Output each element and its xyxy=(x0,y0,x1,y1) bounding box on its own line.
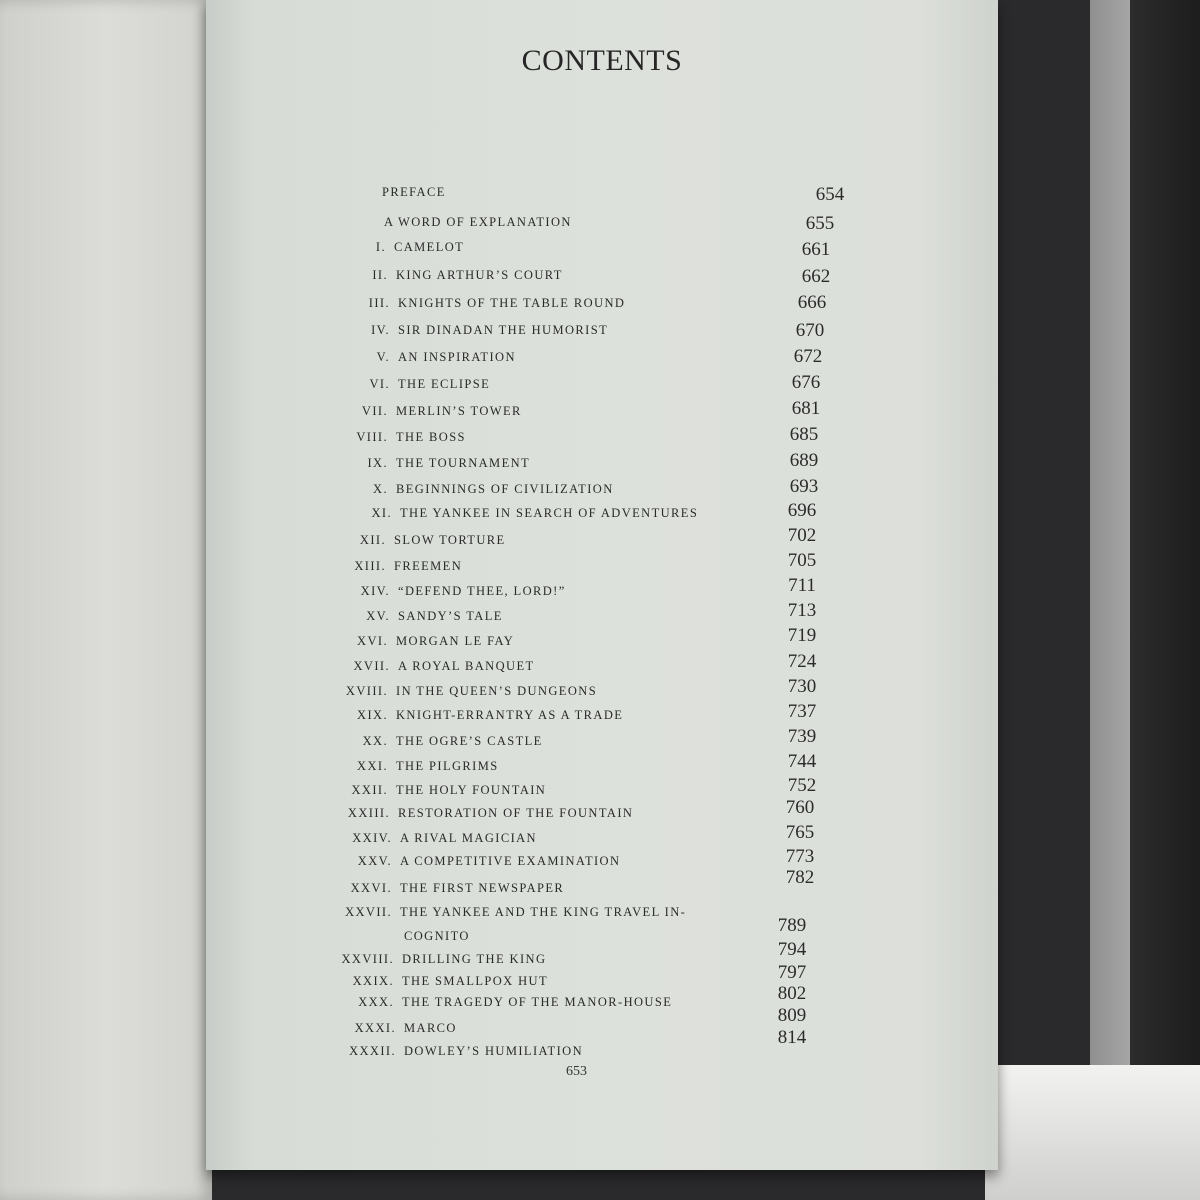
chapter-page: 737 xyxy=(787,701,817,722)
chapter-page: 802 xyxy=(777,983,807,1004)
chapter-page: 797 xyxy=(777,962,807,983)
chapter-page: 719 xyxy=(787,625,817,646)
chapter-page: 744 xyxy=(787,751,817,772)
toc-entry xyxy=(206,581,998,601)
chapter-page: 654 xyxy=(815,184,845,205)
chapter-page: 814 xyxy=(777,1027,807,1048)
chapter-title: THE OGRE’S CASTLE xyxy=(396,734,543,748)
chapter-number: V. xyxy=(376,350,390,364)
chapter-title: COGNITO xyxy=(404,929,470,943)
chapter-number: VIII. xyxy=(356,430,388,444)
facing-page xyxy=(0,0,212,1200)
chapter-title: BEGINNINGS OF CIVILIZATION xyxy=(396,482,614,496)
chapter-number: XVIII. xyxy=(345,684,388,698)
chapter-number: XXIII. xyxy=(347,806,390,820)
toc-entry xyxy=(206,237,998,257)
toc-entry xyxy=(206,971,998,991)
chapter-title: IN THE QUEEN’S DUNGEONS xyxy=(396,684,598,698)
chapter-page: 794 xyxy=(777,939,807,960)
chapter-title: SIR DINADAN THE HUMORIST xyxy=(398,323,609,337)
shelf-shadow xyxy=(1130,0,1200,1070)
chapter-number: II. xyxy=(372,268,388,282)
toc-entry xyxy=(206,320,998,340)
chapter-title: A COMPETITIVE EXAMINATION xyxy=(400,854,621,868)
chapter-page: 782 xyxy=(785,867,815,888)
toc-entry xyxy=(206,780,998,800)
chapter-number: I. xyxy=(375,240,386,254)
chapter-page: 711 xyxy=(788,575,816,596)
chapter-number: XVI. xyxy=(357,634,388,648)
chapter-title: KNIGHT-ERRANTRY AS A TRADE xyxy=(396,708,624,722)
chapter-title: PREFACE xyxy=(382,185,446,199)
chapter-page: 713 xyxy=(787,600,817,621)
chapter-title: THE ECLIPSE xyxy=(398,377,491,391)
toc-entry xyxy=(206,530,998,550)
toc-entry xyxy=(206,828,998,848)
page-title: CONTENTS xyxy=(521,44,683,77)
chapter-number: XXV. xyxy=(357,854,392,868)
chapter-number: XX. xyxy=(362,734,388,748)
chapter-title: THE BOSS xyxy=(396,430,466,444)
chapter-title: RESTORATION OF THE FOUNTAIN xyxy=(398,806,634,820)
chapter-number: XIX. xyxy=(357,708,388,722)
toc-entry xyxy=(206,1018,998,1038)
chapter-page: 666 xyxy=(797,292,827,313)
chapter-page: 676 xyxy=(791,372,821,393)
toc-entry xyxy=(206,427,998,447)
chapter-page: 773 xyxy=(785,846,815,867)
chapter-title: THE TRAGEDY OF THE MANOR-HOUSE xyxy=(402,995,673,1009)
chapter-page: 662 xyxy=(801,266,831,287)
toc-entry xyxy=(206,347,998,367)
toc-entry xyxy=(206,453,998,473)
chapter-number: XXXII. xyxy=(349,1044,396,1058)
chapter-title: KING ARTHUR’S COURT xyxy=(396,268,563,282)
toc-entry xyxy=(206,374,998,394)
chapter-number: VI. xyxy=(369,377,390,391)
chapter-number: IV. xyxy=(371,323,390,337)
toc-entry xyxy=(206,851,998,871)
chapter-number: IX. xyxy=(367,456,388,470)
chapter-title: THE YANKEE IN SEARCH OF ADVENTURES xyxy=(400,506,699,520)
toc-entry xyxy=(206,479,998,499)
chapter-number: XXIX. xyxy=(352,974,394,988)
chapter-number: XXVII. xyxy=(345,905,392,919)
toc-entry xyxy=(206,212,998,232)
chapter-title: KNIGHTS OF THE TABLE ROUND xyxy=(398,296,626,310)
chapter-title: A ROYAL BANQUET xyxy=(398,659,535,673)
toc-entry xyxy=(206,992,998,1012)
toc-entry xyxy=(206,401,998,421)
chapter-number: XVII. xyxy=(353,659,390,673)
chapter-number: XXVI. xyxy=(350,881,392,895)
chapter-page: 765 xyxy=(785,822,815,843)
toc-entry xyxy=(206,1041,998,1061)
chapter-title: SLOW TORTURE xyxy=(394,533,506,547)
toc-entry xyxy=(206,293,998,313)
toc-entry xyxy=(206,681,998,701)
table-of-contents xyxy=(206,0,998,1170)
chapter-title: A WORD OF EXPLANATION xyxy=(384,215,572,229)
chapter-title: THE SMALLPOX HUT xyxy=(402,974,549,988)
chapter-number: XII. xyxy=(359,533,386,547)
toc-entry xyxy=(206,756,998,776)
toc-entry xyxy=(206,803,998,823)
chapter-title: THE TOURNAMENT xyxy=(396,456,531,470)
chapter-title: FREEMEN xyxy=(394,559,463,573)
chapter-number: XXIV. xyxy=(352,831,392,845)
toc-entry xyxy=(206,949,998,969)
toc-entry xyxy=(206,878,998,898)
chapter-page: 661 xyxy=(801,239,831,260)
chapter-title: THE YANKEE AND THE KING TRAVEL IN- xyxy=(400,905,687,919)
chapter-title: AN INSPIRATION xyxy=(398,350,516,364)
chapter-page: 730 xyxy=(787,676,817,697)
toc-entry xyxy=(206,705,998,725)
toc-entry xyxy=(206,265,998,285)
chapter-page: 670 xyxy=(795,320,825,341)
shelf-surface xyxy=(985,1065,1200,1200)
toc-entry xyxy=(206,182,998,202)
toc-entry xyxy=(206,556,998,576)
chapter-page: 681 xyxy=(791,398,821,419)
chapter-page: 702 xyxy=(787,525,817,546)
toc-entry xyxy=(206,606,998,626)
chapter-number: XV. xyxy=(366,609,390,623)
chapter-number: XI. xyxy=(371,506,392,520)
chapter-page: 672 xyxy=(793,346,823,367)
toc-entry xyxy=(206,503,998,523)
chapter-number: XXVIII. xyxy=(341,952,394,966)
toc-entry xyxy=(206,902,998,922)
chapter-number: XIII. xyxy=(354,559,386,573)
toc-entry xyxy=(206,926,998,946)
chapter-page: 760 xyxy=(785,797,815,818)
chapter-page: 705 xyxy=(787,550,817,571)
chapter-title: “DEFEND THEE, LORD!” xyxy=(398,584,566,598)
chapter-page: 655 xyxy=(805,213,835,234)
chapter-page: 693 xyxy=(789,476,819,497)
chapter-number: VII. xyxy=(361,404,388,418)
chapter-title: THE FIRST NEWSPAPER xyxy=(400,881,565,895)
chapter-title: DRILLING THE KING xyxy=(402,952,547,966)
chapter-page: 724 xyxy=(787,651,817,672)
chapter-page: 685 xyxy=(789,424,819,445)
chapter-number: XIV. xyxy=(360,584,390,598)
chapter-page: 809 xyxy=(777,1005,807,1026)
chapter-page: 689 xyxy=(789,450,819,471)
chapter-page: 789 xyxy=(777,915,807,936)
chapter-title: CAMELOT xyxy=(394,240,465,254)
chapter-title: MERLIN’S TOWER xyxy=(396,404,522,418)
chapter-number: XXXI. xyxy=(354,1021,396,1035)
chapter-number: XXII. xyxy=(351,783,388,797)
toc-entry xyxy=(206,731,998,751)
chapter-page: 696 xyxy=(787,500,817,521)
chapter-number: XXX. xyxy=(358,995,394,1009)
chapter-title: MARCO xyxy=(404,1021,457,1035)
chapter-title: THE HOLY FOUNTAIN xyxy=(396,783,547,797)
toc-entry xyxy=(206,656,998,676)
book-page xyxy=(206,0,998,1170)
toc-entry xyxy=(206,631,998,651)
chapter-title: THE PILGRIMS xyxy=(396,759,499,773)
chapter-page: 752 xyxy=(787,775,817,796)
chapter-title: SANDY’S TALE xyxy=(398,609,503,623)
chapter-title: DOWLEY’S HUMILIATION xyxy=(404,1044,584,1058)
chapter-number: III. xyxy=(368,296,390,310)
chapter-page: 739 xyxy=(787,726,817,747)
chapter-title: MORGAN LE FAY xyxy=(396,634,515,648)
chapter-title: A RIVAL MAGICIAN xyxy=(400,831,537,845)
page-number: 653 xyxy=(566,1064,587,1079)
chapter-number: XXI. xyxy=(357,759,388,773)
chapter-number: X. xyxy=(373,482,388,496)
